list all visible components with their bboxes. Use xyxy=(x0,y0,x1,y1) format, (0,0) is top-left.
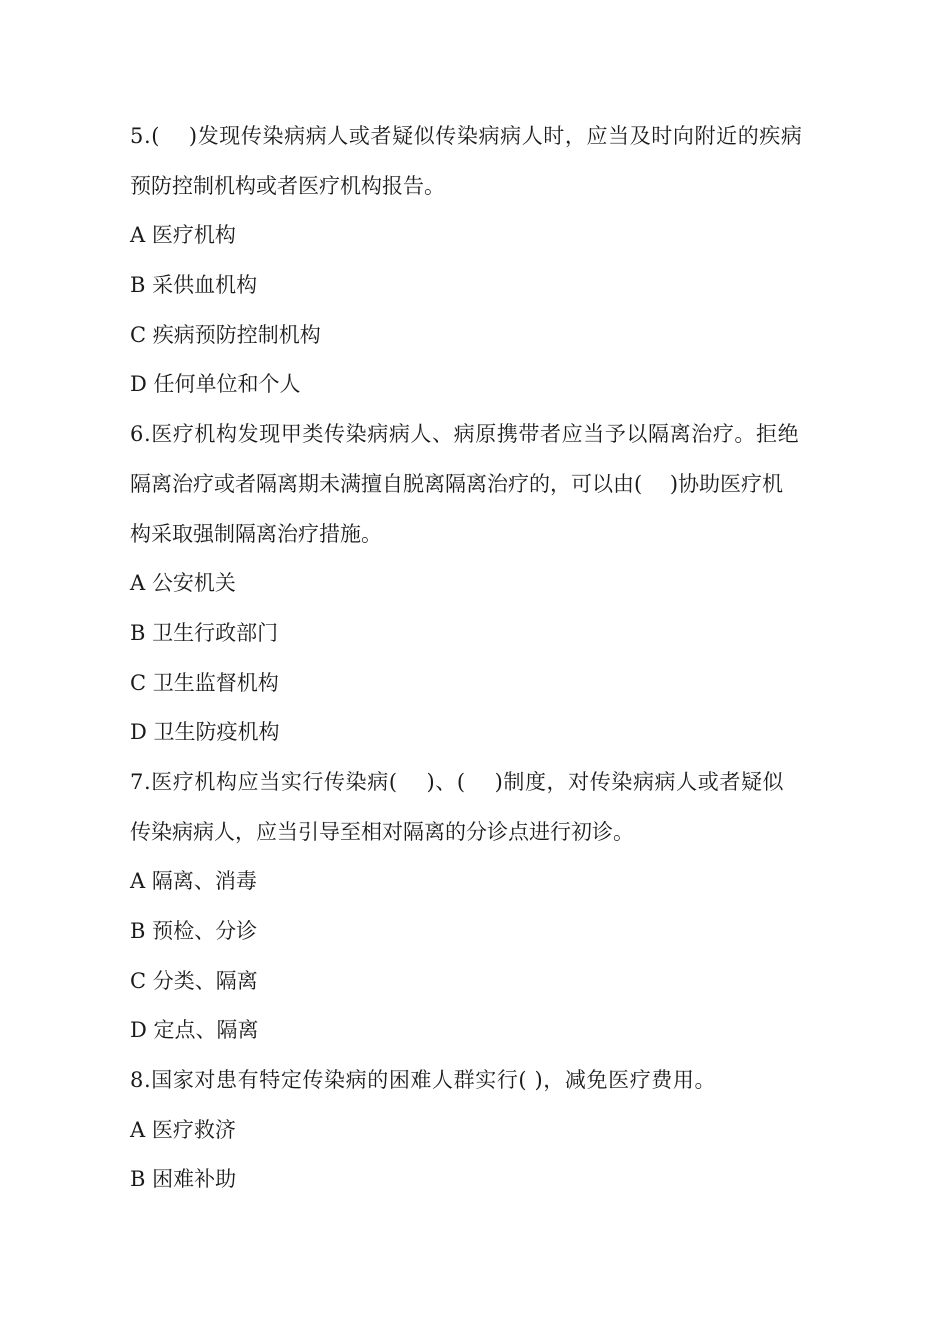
question-6-text-line-2: 隔离治疗或者隔离期未满擅自脱离隔离治疗的，可以由( )协助医疗机 xyxy=(130,471,784,496)
question-5-option-d: D 任何单位和个人 xyxy=(130,372,301,397)
question-8-text-line-1: 8.国家对患有特定传染病的困难人群实行( )，减免医疗费用。 xyxy=(130,1068,717,1093)
question-6-option-d: D 卫生防疫机构 xyxy=(130,720,280,745)
question-8-option-b: B 困难补助 xyxy=(130,1167,237,1192)
question-8-option-a: A 医疗救济 xyxy=(130,1117,236,1142)
question-5-option-b: B 采供血机构 xyxy=(130,273,258,298)
question-5-option-c: C 疾病预防控制机构 xyxy=(130,322,321,347)
question-7-text-line-2: 传染病病人，应当引导至相对隔离的分诊点进行初诊。 xyxy=(130,819,634,844)
question-7-option-d: D 定点、隔离 xyxy=(130,1018,259,1043)
question-6 xyxy=(130,410,838,758)
question-6-option-b: B 卫生行政部门 xyxy=(130,620,279,645)
question-5-text-line-1: 5.( )发现传染病病人或者疑似传染病病人时，应当及时向附近的疾病 xyxy=(130,124,803,148)
question-list xyxy=(130,112,838,1205)
question-5 xyxy=(130,112,838,410)
question-6-option-a: A 公安机关 xyxy=(130,571,236,596)
question-5-text-line-2: 预防控制机构或者医疗机构报告。 xyxy=(130,173,445,198)
question-7 xyxy=(130,758,838,1056)
question-6-text-line-1: 6.医疗机构发现甲类传染病病人、病原携带者应当予以隔离治疗。拒绝 xyxy=(130,422,800,447)
question-5-option-a: A 医疗机构 xyxy=(130,223,236,248)
question-7-option-c: C 分类、隔离 xyxy=(130,968,258,993)
question-8 xyxy=(130,1056,838,1205)
question-6-text-line-3: 构采取强制隔离治疗措施。 xyxy=(130,521,382,546)
question-7-text-line-1: 7.医疗机构应当实行传染病( )、( )制度，对传染病病人或者疑似 xyxy=(130,769,785,794)
question-7-option-b: B 预检、分诊 xyxy=(130,919,258,943)
question-6-option-c: C 卫生监督机构 xyxy=(130,670,279,695)
question-7-option-a: A 隔离、消毒 xyxy=(130,869,257,894)
